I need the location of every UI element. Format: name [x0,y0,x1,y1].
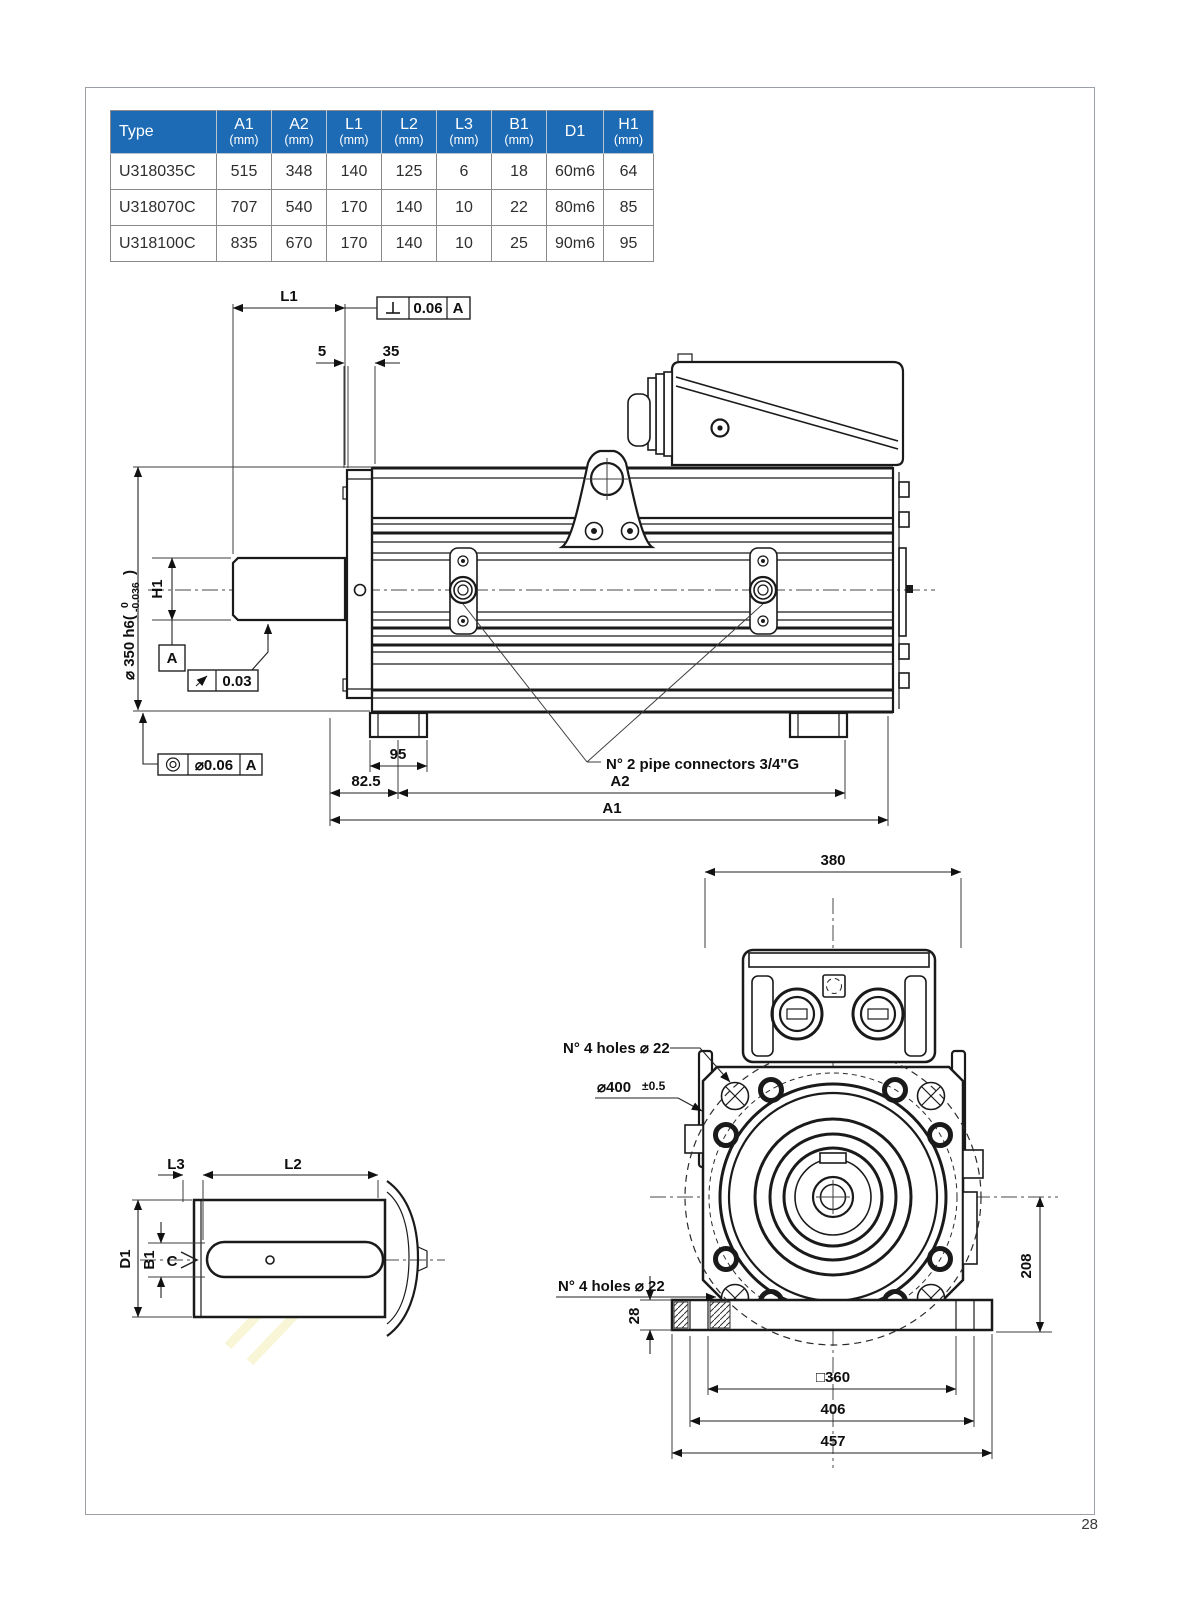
table-cell: U318100C [111,226,217,262]
table-cell: 10 [437,190,492,226]
perp-datum: A [452,300,464,317]
dim-b1: B1 [141,1250,158,1270]
terminal-box-front [743,950,935,1062]
terminal-box-side [628,354,903,465]
shaft-detail-view [117,1156,445,1336]
dim-d1: D1 [117,1249,134,1269]
dia400-label: ⌀400 [597,1079,632,1096]
col-unit: (mm) [394,133,424,148]
col-unit: (mm) [284,133,314,148]
pipe-connectors-note: N° 2 pipe connectors 3/4"G [606,756,800,773]
pipe-connector [450,548,477,634]
perpendicularity-frame [377,297,470,319]
col-label: A1 [234,116,254,134]
rear-clips [899,482,913,688]
dim-l2: L2 [284,1156,302,1173]
dim-l3: L3 [167,1156,185,1173]
svg-text:0: 0 [119,602,131,608]
table-cell: 140 [382,190,437,226]
side-stub [963,1150,983,1178]
page-number: 28 [1081,1516,1098,1533]
side-stub [963,1192,977,1264]
dim-square360: □360 [815,1369,851,1386]
concentricity-frame [143,713,262,775]
perp-tolerance: 0.06 [413,300,443,317]
dim-406: 406 [820,1401,846,1418]
col-label: L1 [345,116,363,134]
col-label: B1 [509,116,529,134]
table-cell: U318070C [111,190,217,226]
mounting-feet [370,713,847,737]
dim-5: 5 [317,343,327,360]
col-unit: (mm) [504,133,534,148]
table-cell: 64 [604,154,654,190]
col-label: L2 [400,116,418,134]
table-cell: 95 [604,226,654,262]
shaft-side [233,558,345,620]
table-cell: 515 [217,154,272,190]
col-label: Type [119,123,154,140]
dim-c: C [166,1253,178,1270]
dim-a2: A2 [610,773,630,790]
keyway [820,1153,846,1163]
table-cell: 25 [492,226,547,262]
front-view [556,852,1058,1468]
table-cell: 140 [382,226,437,262]
dim-457: 457 [820,1433,846,1450]
cable-gland-side [628,372,672,456]
pipe-connector [750,548,777,634]
col-unit: (mm) [449,133,479,148]
dim-l1: L1 [280,288,298,305]
conc-tolerance: ⌀0.06 [194,757,234,774]
keyway-slot [207,1242,383,1277]
table-cell: U318035C [111,154,217,190]
col-label: A2 [289,116,309,134]
runout-frame [188,624,268,691]
table-cell: 18 [492,154,547,190]
col-label: L3 [455,116,473,134]
svg-text:-0.036: -0.036 [130,582,142,612]
side-stub [685,1125,703,1153]
table-cell: 170 [327,226,382,262]
table-cell: 170 [327,190,382,226]
lifting-lug [562,451,652,547]
dim-208: 208 [1018,1253,1035,1279]
svg-text:⌀ 350 h6(: ⌀ 350 h6( [121,615,138,680]
dim-28: 28 [626,1307,643,1325]
table-cell: 125 [382,154,437,190]
table-cell: 80m6 [547,190,604,226]
table-cell: 22 [492,190,547,226]
side-view [119,288,935,826]
holes-note-bottom: N° 4 holes ⌀ 22 [558,1278,665,1295]
table-cell: 10 [437,226,492,262]
table-cell: 707 [217,190,272,226]
table-cell: 6 [437,154,492,190]
svg-text:): ) [121,570,138,575]
dim-82-5: 82.5 [351,773,381,790]
col-unit: (mm) [339,133,369,148]
conc-datum: A [245,757,257,774]
col-label: H1 [618,116,639,134]
table-cell: 540 [272,190,327,226]
runout-tolerance: 0.03 [222,673,252,690]
datum-a-box [159,645,185,671]
col-unit: (mm) [229,133,259,148]
flange-bell [387,1181,427,1336]
holes-note-top: N° 4 holes ⌀ 22 [563,1040,670,1057]
table-cell: 60m6 [547,154,604,190]
dim-h1: H1 [149,579,166,599]
table-cell: 90m6 [547,226,604,262]
table-cell: 835 [217,226,272,262]
mounting-base [672,1300,992,1330]
col-label: D1 [564,123,586,140]
table-cell: 348 [272,154,327,190]
table-cell: 670 [272,226,327,262]
col-unit: (mm) [613,133,644,148]
dim-a1: A1 [602,800,622,817]
dia400-tolerance: ±0.5 [642,1079,666,1093]
dim-95: 95 [389,746,407,763]
table-cell: 85 [604,190,654,226]
dim-380: 380 [820,852,846,869]
svg-text:A: A [166,650,178,667]
dim-35: 35 [382,343,400,360]
table-cell: 140 [327,154,382,190]
